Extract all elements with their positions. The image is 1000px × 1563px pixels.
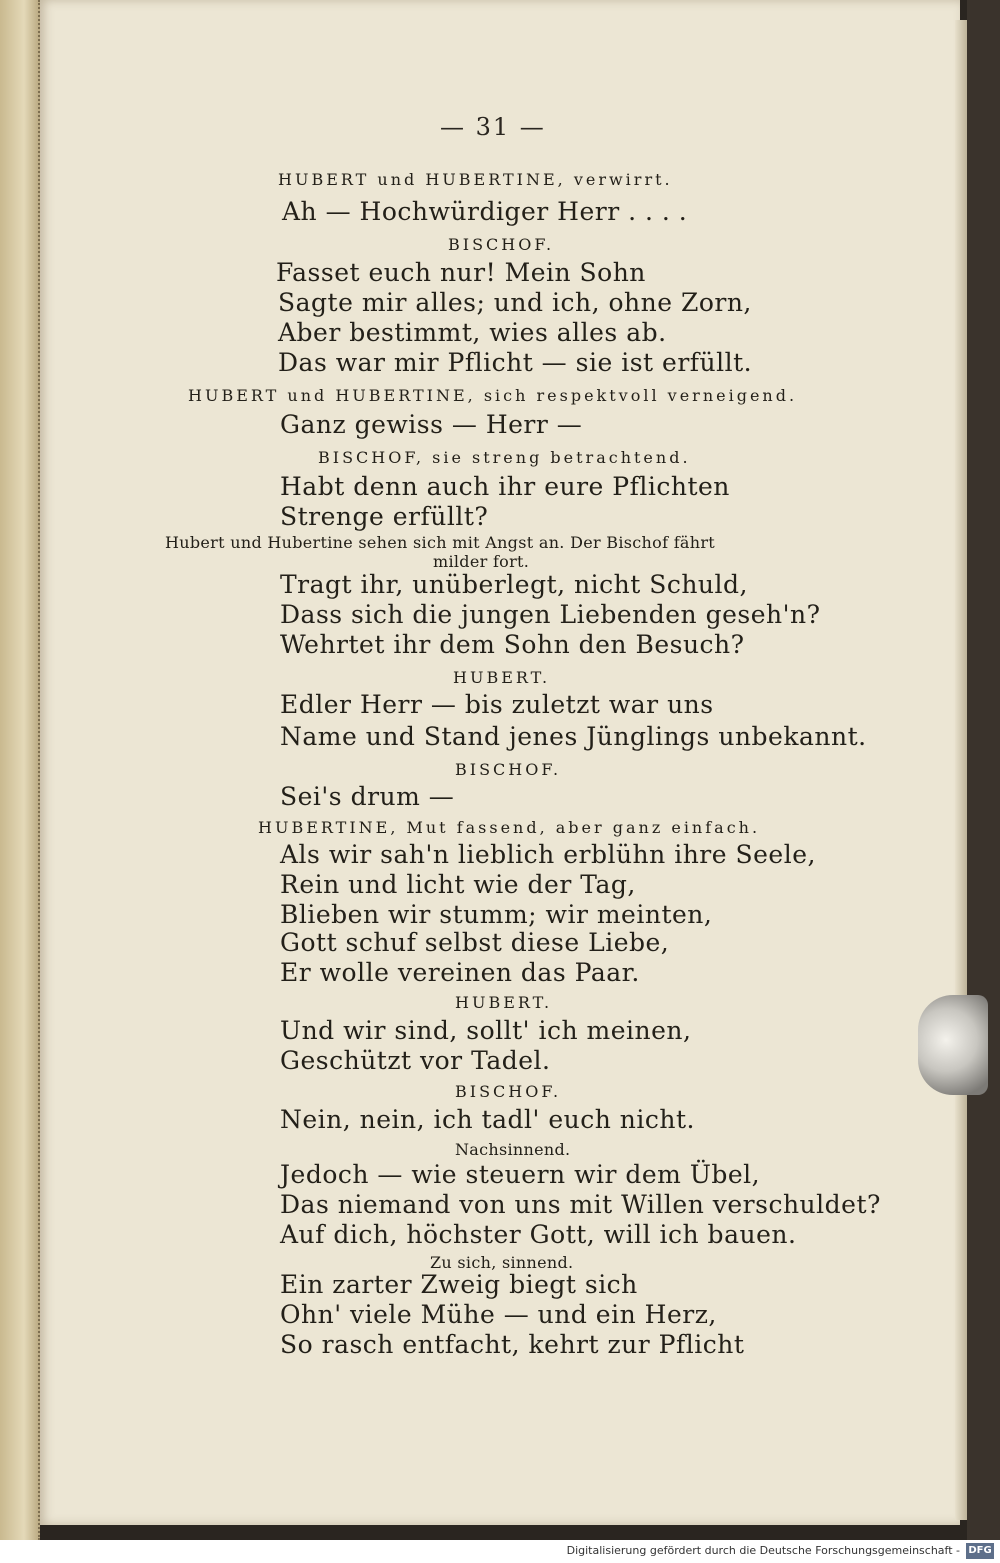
speaker-heading: HUBERTINE, Mut fassend, aber ganz einfach. <box>258 818 761 837</box>
stage-direction: milder fort. <box>433 552 530 571</box>
verse-line: Ganz gewiss — Herr — <box>280 410 583 439</box>
verse-line: Edler Herr — bis zuletzt war uns <box>280 690 714 719</box>
verse-line: Geschützt vor Tadel. <box>280 1046 551 1075</box>
verse-line: Auf dich, höchster Gott, will ich bauen. <box>280 1220 797 1249</box>
page-holder-clip <box>918 995 988 1095</box>
page-edge-stack <box>955 20 967 1520</box>
verse-line: Das niemand von uns mit Willen verschuldet? <box>280 1190 881 1219</box>
speaker-heading: HUBERT und HUBERTINE, verwirrt. <box>278 170 673 189</box>
verse-line: Ah — Hochwürdiger Herr . . . . <box>282 197 688 226</box>
verse-line: Ohn' viele Mühe — und ein Herz, <box>280 1300 717 1329</box>
verse-line: Und wir sind, sollt' ich meinen, <box>280 1016 692 1045</box>
page-number: — 31 — <box>440 113 546 141</box>
speaker-heading: BISCHOF. <box>455 760 562 779</box>
verse-line: Sei's drum — <box>280 782 455 811</box>
verse-line: Jedoch — wie steuern wir dem Übel, <box>280 1160 761 1189</box>
verse-line: Dass sich die jungen Liebenden geseh'n? <box>280 600 821 629</box>
verse-line: Sagte mir alles; und ich, ohne Zorn, <box>278 288 752 317</box>
speaker-heading: HUBERT. <box>455 993 553 1012</box>
verse-line: Aber bestimmt, wies alles ab. <box>278 318 667 347</box>
footer-credit: Digitalisierung gefördert durch die Deutsche Forschungsgemeinschaft - <box>566 1544 960 1557</box>
verse-line: Blieben wir stumm; wir meinten, <box>280 900 713 929</box>
verse-line: Nein, nein, ich tadl' euch nicht. <box>280 1105 695 1134</box>
scanner-margin <box>967 0 1000 1540</box>
stage-direction: Zu sich, sinnend. <box>430 1253 574 1272</box>
speaker-heading: BISCHOF, sie streng betrachtend. <box>318 448 691 467</box>
speaker-heading: BISCHOF. <box>448 235 555 254</box>
verse-line: Strenge erfüllt? <box>280 502 489 531</box>
verse-line: Rein und licht wie der Tag, <box>280 870 636 899</box>
footer-bar <box>0 1540 1000 1563</box>
speaker-heading: HUBERT und HUBERTINE, sich respektvoll verneigend. <box>188 386 798 405</box>
verse-line: Als wir sah'n lieblich erblühn ihre Seele, <box>280 840 816 869</box>
verse-line: Ein zarter Zweig biegt sich <box>280 1270 638 1299</box>
verse-line: Fasset euch nur! Mein Sohn <box>276 258 646 287</box>
verse-line: Tragt ihr, unüberlegt, nicht Schuld, <box>280 570 748 599</box>
verse-line: Das war mir Pflicht — sie ist erfüllt. <box>278 348 753 377</box>
book-spine-stitching <box>12 0 40 1540</box>
verse-line: Er wolle vereinen das Paar. <box>280 958 640 987</box>
verse-line: Habt denn auch ihr eure Pflichten <box>280 472 730 501</box>
verse-line: Name und Stand jenes Jünglings unbekannt. <box>280 722 867 751</box>
speaker-heading: BISCHOF. <box>455 1082 562 1101</box>
stage-direction: Hubert und Hubertine sehen sich mit Angst an. Der Bischof fährt <box>165 533 716 552</box>
dfg-logo-icon: DFG <box>966 1543 994 1559</box>
verse-line: Gott schuf selbst diese Liebe, <box>280 928 670 957</box>
verse-line: Wehrtet ihr dem Sohn den Besuch? <box>280 630 745 659</box>
stage-direction: Nachsinnend. <box>455 1140 571 1159</box>
verse-line: So rasch entfacht, kehrt zur Pflicht <box>280 1330 745 1359</box>
speaker-heading: HUBERT. <box>453 668 551 687</box>
